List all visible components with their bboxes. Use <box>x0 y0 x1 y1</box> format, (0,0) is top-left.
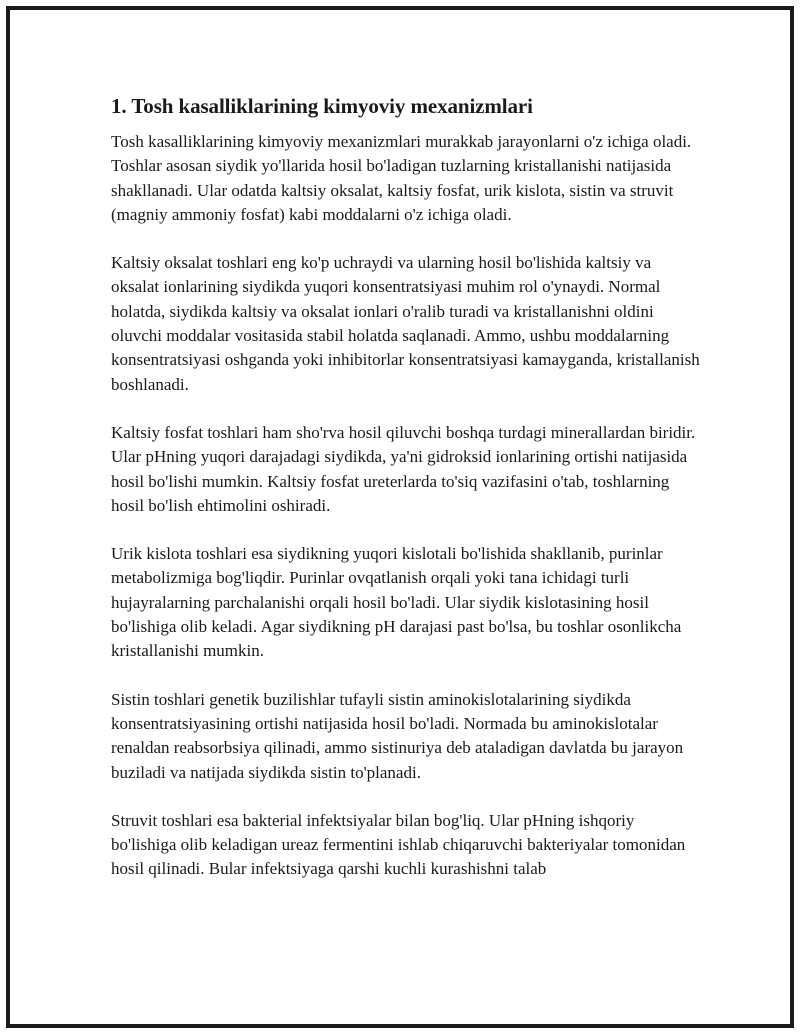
paragraph-uric-acid: Urik kislota toshlari esa siydikning yuqori kislotali bo'lishida shakllanib, purinlar metabolizmiga bog'liqdir. Purinlar ovqatlanish orqali yoki tana ichidagi turli hujayralarning parchalanishi orqali hosil bo'ladi. Ular siydik kislotasining hosil bo'lishiga olib keladi. Agar siydikning pH darajasi past bo'lsa, bu toshlar osonlikcha kristallanishi mumkin. <box>111 544 682 661</box>
paragraph-struvite: Struvit toshlari esa bakterial infektsiyalar bilan bog'liq. Ular pHning ishqoriy bo'lishiga olib keladigan ureaz fermentini ishlab chiqaruvchi bakteriyalar tomonidan hosil qilinadi. Bular infektsiyaga qarshi kuchli kurashishni talab <box>111 810 686 879</box>
paragraph-cystine: Sistin toshlari genetik buzilishlar tufayli sistin aminokislotalarining siydikda konsentratsiyasining ortishi natijasida hosil bo'ladi. Normada bu aminokislotalar renaldan reabsorbsiya qilinadi, ammo sistinuriya deb ataladigan davlatda bu jarayon buziladi va natijada siydikda sistin to'planadi. <box>111 689 684 782</box>
paragraph-calcium-phosphate: Kaltsiy fosfat toshlari ham sho'rva hosil qiluvchi boshqa turdagi minerallardan biridir. Ular pHning yuqori darajadagi siydikda, ya'ni gidroksid ionlarining ortishi natijasida hosil bo'lishi mumkin. Kaltsiy fosfat ureterlarda to'siq vazifasini o'tab, toshlarning hosil bo'lish ehtimolini oshiradi. <box>111 422 696 515</box>
document-body <box>111 93 701 906</box>
paragraph-calcium-oxalate: Kaltsiy oksalat toshlari eng ko'p uchraydi va ularning hosil bo'lishida kaltsiy va oksalat ionlarining siydikda yuqori konsentratsiyasi muhim rol o'ynaydi. Normal holatda, siydikda kaltsiy va oksalat ionlari o'ralib turadi va kristallanishni oldini oluvchi moddalar vositasida stabil holatda saqlanadi. Ammo, ushbu moddalarning konsentratsiyasi oshganda yoki inhibitorlar konsentratsiyasi kamayganda, kristallanish boshlanadi. <box>111 253 700 394</box>
section-title: 1. Tosh kasalliklarining kimyoviy mexanizmlari <box>111 94 533 118</box>
paragraph-intro: Tosh kasalliklarining kimyoviy mexanizmlari murakkab jarayonlarni o'z ichiga oladi. Toshlar asosan siydik yo'llarida hosil bo'ladigan tuzlarning kristallanishi natijasida shakllanadi. Ular odatda kaltsiy oksalat, kaltsiy fosfat, urik kislota, sistin va struvit (magniy ammoniy fosfat) kabi moddalarni o'z ichiga oladi. <box>111 132 692 224</box>
